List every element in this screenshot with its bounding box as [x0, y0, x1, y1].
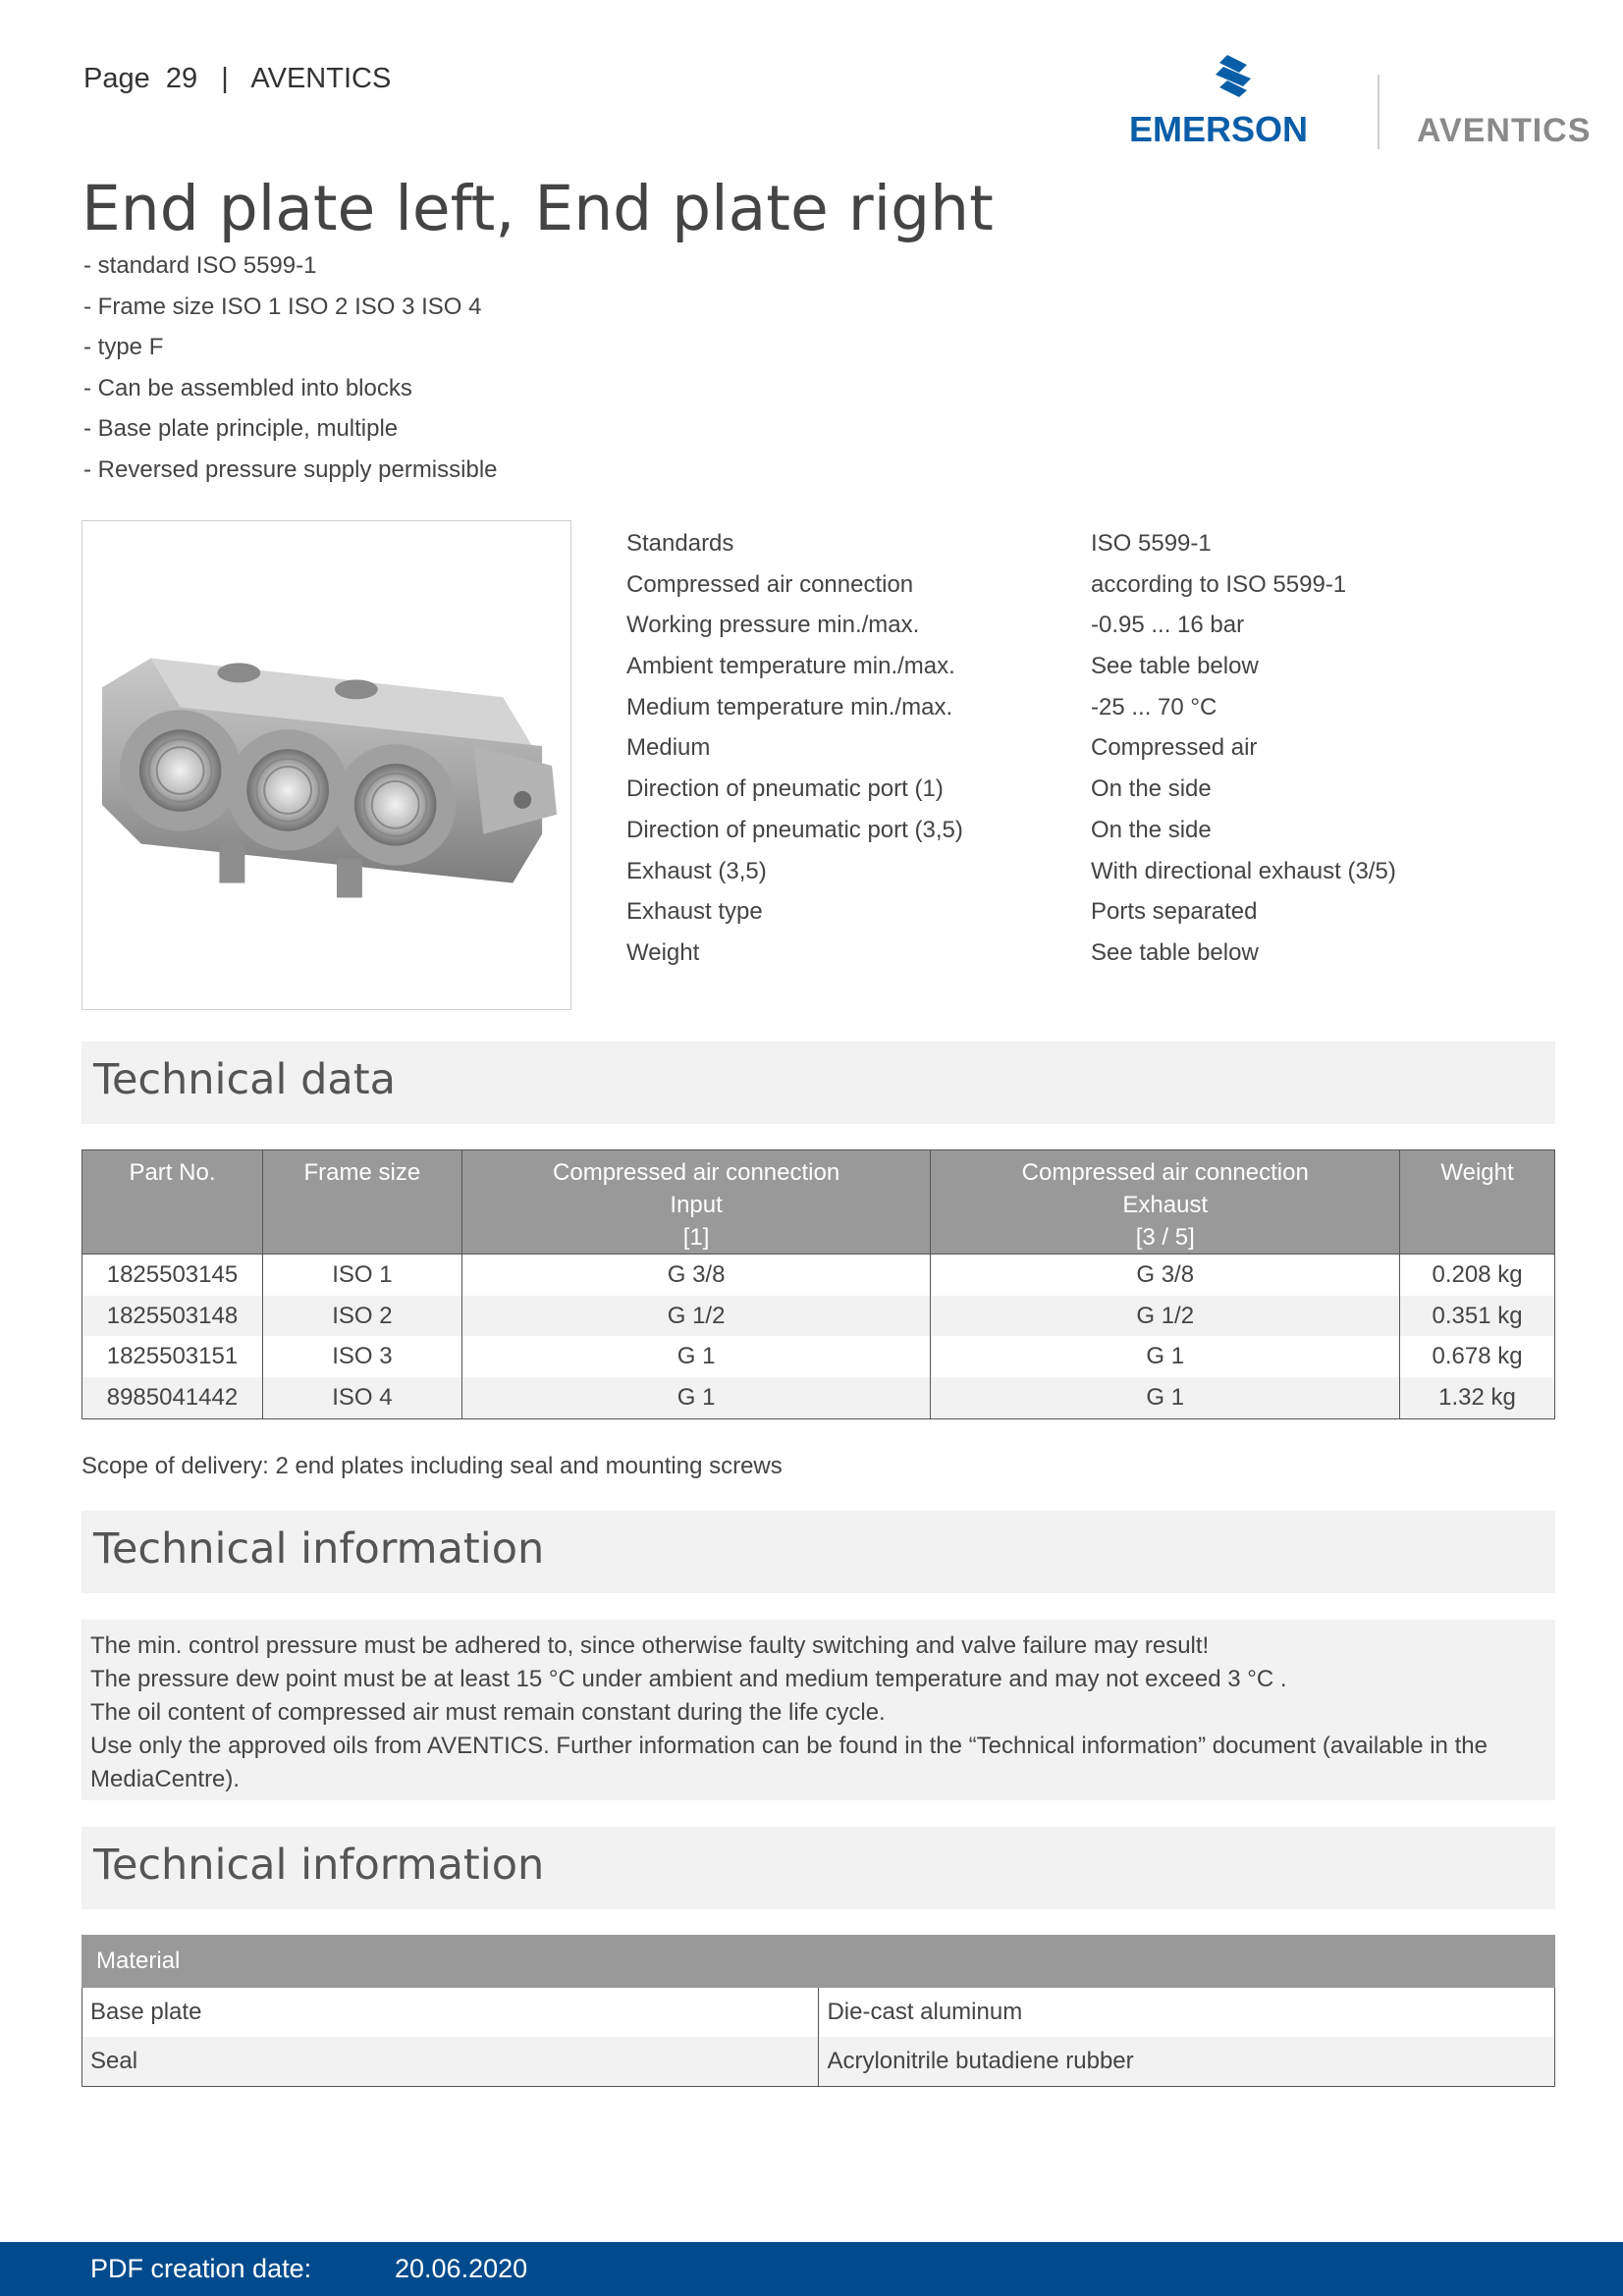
table-row: [82, 1336, 1555, 1377]
column-header: [461, 1150, 931, 1255]
spec-value: See table below: [1091, 938, 1259, 966]
table-cell: G 1: [461, 1377, 931, 1418]
info-line: The min. control pressure must be adhered to, since otherwise faulty switching and valve failure may result!: [90, 1632, 1210, 1659]
spec-value: ISO 5599-1: [1091, 530, 1212, 557]
table-cell: 0.208 kg: [1400, 1255, 1555, 1296]
end-plate-illustration-icon: [82, 521, 570, 1009]
table-cell: G 1/2: [931, 1296, 1400, 1337]
table-cell: G 1: [931, 1377, 1400, 1418]
table-cell: G 1: [931, 1336, 1400, 1377]
spec-value: -25 ... 70 °C: [1091, 693, 1217, 721]
page-label: Page: [83, 63, 150, 94]
spec-label: Direction of pneumatic port (1): [626, 775, 944, 803]
column-header: [931, 1150, 1400, 1255]
technical-data-table: [81, 1149, 1555, 1419]
feature-item: - standard ISO 5599-1: [83, 252, 317, 279]
spec-label: Medium temperature min./max.: [626, 693, 953, 721]
scope-of-delivery: Scope of delivery: 2 end plates including seal and mounting screws: [81, 1453, 783, 1479]
column-header: [262, 1150, 461, 1255]
column-header-text: Compressed air connection: [1021, 1159, 1309, 1186]
spec-label: Medium: [626, 734, 711, 762]
page-footer: [0, 2242, 1623, 2296]
column-header-text: Weight: [1440, 1159, 1514, 1186]
spec-label: Working pressure min./max.: [626, 612, 920, 639]
emerson-logo-icon: [1129, 51, 1340, 149]
table-cell: 1825503148: [82, 1296, 263, 1337]
spec-label: Weight: [626, 938, 700, 966]
table-row: [82, 1988, 1555, 2038]
column-header-text: Compressed air connection: [553, 1159, 840, 1186]
column-header: [1400, 1150, 1555, 1255]
footer-label: PDF creation date:: [90, 2254, 312, 2283]
section-technical-information: [81, 1511, 1555, 1593]
table-header-row: [82, 1150, 1555, 1255]
table-cell: 8985041442: [82, 1377, 263, 1418]
spec-value: Ports separated: [1091, 898, 1258, 926]
spec-value: On the side: [1091, 775, 1212, 803]
section-title: Technical data: [93, 1055, 396, 1104]
header-brand: AVENTICS: [250, 63, 392, 94]
material-header: Material: [82, 1936, 1555, 1988]
column-header-text: [1]: [682, 1224, 710, 1251]
table-cell: Base plate: [82, 1988, 819, 2038]
page-header: [83, 63, 391, 95]
emerson-logo-text: EMERSON: [1129, 109, 1309, 149]
table-row: [82, 1255, 1555, 1296]
column-header-text: Part No.: [129, 1159, 216, 1186]
page-title: End plate left, End plate right: [81, 173, 994, 244]
spec-label: Exhaust type: [626, 898, 763, 926]
table-header-row: [82, 1936, 1555, 1988]
info-line: The pressure dew point must be at least 15 °C under ambient and medium temperature and may not exceed 3 °C .: [90, 1666, 1287, 1692]
spec-value: On the side: [1091, 816, 1212, 843]
table-row: [82, 1296, 1555, 1337]
column-header: [82, 1150, 263, 1255]
material-table: [81, 1935, 1555, 2087]
table-cell: 1825503145: [82, 1255, 263, 1296]
product-image: [81, 520, 571, 1010]
column-header-text: Exhaust: [1122, 1192, 1209, 1218]
column-header-text: Frame size: [303, 1159, 421, 1186]
logo-divider: [1378, 75, 1380, 149]
table-cell: Acrylonitrile butadiene rubber: [819, 2037, 1555, 2087]
info-line: Use only the approved oils from AVENTICS. Further information can be found in the “Technical information” document (available in the MediaCentre).: [90, 1733, 1488, 1792]
section-title: Technical information: [93, 1841, 545, 1890]
table-cell: G 3/8: [931, 1255, 1400, 1296]
spec-label: Exhaust (3,5): [626, 857, 767, 884]
spec-label: Standards: [626, 530, 734, 557]
technical-information-text: [81, 1620, 1555, 1800]
header-separator: |: [221, 63, 229, 94]
spec-value: -0.95 ... 16 bar: [1091, 612, 1245, 639]
emerson-logo: [1129, 51, 1340, 149]
feature-list: [83, 251, 498, 497]
aventics-logo: AVENTICS: [1417, 112, 1592, 149]
table-cell: G 1/2: [461, 1296, 931, 1337]
feature-item: - Reversed pressure supply permissible: [83, 455, 498, 483]
spec-value: With directional exhaust (3/5): [1091, 857, 1396, 884]
section-technical-data: [81, 1041, 1555, 1124]
spec-value: Compressed air: [1091, 734, 1258, 762]
table-cell: 1.32 kg: [1400, 1377, 1555, 1418]
column-header-text: Input: [670, 1192, 723, 1218]
table-cell: 0.351 kg: [1400, 1296, 1555, 1337]
spec-label: Ambient temperature min./max.: [626, 653, 955, 680]
table-row: [82, 2037, 1555, 2087]
spec-value: See table below: [1091, 653, 1259, 680]
table-cell: 1825503151: [82, 1336, 263, 1377]
table-cell: ISO 1: [262, 1255, 461, 1296]
section-technical-information-material: [81, 1827, 1555, 1909]
feature-item: - Base plate principle, multiple: [83, 415, 399, 443]
table-cell: ISO 2: [262, 1296, 461, 1337]
table-cell: Seal: [82, 2037, 819, 2087]
table-cell: 0.678 kg: [1400, 1336, 1555, 1377]
section-title: Technical information: [93, 1524, 545, 1574]
spec-label: Compressed air connection: [626, 570, 914, 598]
spec-label: Direction of pneumatic port (3,5): [626, 816, 963, 843]
column-header-text: [3 / 5]: [1135, 1224, 1195, 1251]
feature-item: - Can be assembled into blocks: [83, 374, 412, 401]
table-cell: Die-cast aluminum: [819, 1988, 1555, 2038]
table-cell: ISO 3: [262, 1336, 461, 1377]
table-row: [82, 1377, 1555, 1418]
spec-value: according to ISO 5599-1: [1091, 570, 1347, 598]
info-line: The oil content of compressed air must remain constant during the life cycle.: [90, 1699, 886, 1726]
table-cell: ISO 4: [262, 1377, 461, 1418]
feature-item: - Frame size ISO 1 ISO 2 ISO 3 ISO 4: [83, 293, 482, 320]
feature-item: - type F: [83, 334, 164, 361]
table-cell: G 1: [461, 1336, 931, 1377]
table-cell: G 3/8: [461, 1255, 931, 1296]
footer-date: 20.06.2020: [395, 2254, 528, 2283]
page-number: 29: [165, 63, 198, 94]
